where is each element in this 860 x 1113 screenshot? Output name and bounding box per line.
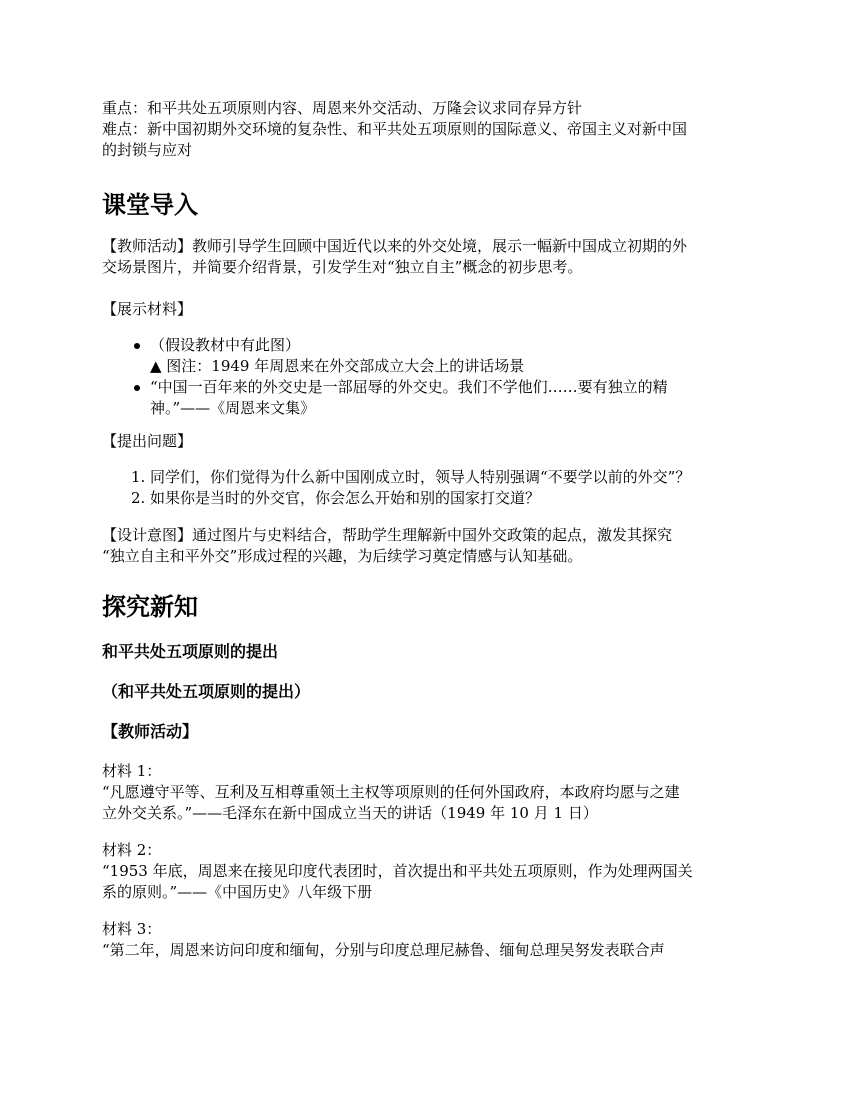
question-text: 如果你是当时的外交官，你会怎么开始和别的国家打交道？ — [150, 489, 541, 507]
material-label: 材料 2： — [102, 841, 162, 859]
design-intent-line1: 【设计意图】通过图片与史料结合，帮助学生理解新中国外交政策的起点，激发其探究 — [102, 526, 673, 544]
question-number: 1. — [131, 468, 146, 486]
material-text-line1: “凡愿遵守平等、互利及互相尊重领土主权等项原则的任何外国政府，本政府均愿与之建 — [102, 783, 680, 801]
intro-teacher-activity-line2: 交场景图片，并简要介绍背景，引发学生对“独立自主”概念的初步思考。 — [102, 258, 583, 276]
explore-subheading-2: （和平共处五项原则的提出） — [102, 682, 311, 701]
explore-subheading: 和平共处五项原则的提出 — [102, 642, 279, 661]
list-item — [102, 467, 762, 488]
intro-teacher-activity-line1: 【教师活动】教师引导学生回顾中国近代以来的外交处境，展示一幅新中国成立初期的外 — [102, 237, 688, 255]
questions-label: 【提出问题】 — [102, 432, 193, 450]
design-intent-line2: “独立自主和平外交”形成过程的兴趣，为后续学习奠定情感与认知基础。 — [102, 547, 583, 565]
explore-heading: 探究新知 — [102, 593, 198, 621]
show-materials-label: 【展示材料】 — [102, 300, 193, 318]
list-item — [126, 377, 762, 419]
bullet-icon — [134, 343, 140, 349]
difficulties-text-line2: 的封锁与应对 — [102, 141, 193, 159]
material-2 — [102, 840, 762, 903]
question-number: 2. — [131, 489, 146, 507]
bullet-icon — [134, 385, 140, 391]
material-3 — [102, 919, 762, 961]
material-label: 材料 3： — [102, 920, 162, 938]
questions-list — [102, 467, 762, 509]
material-item1-line1: （假设教材中有此图） — [150, 336, 301, 354]
design-intent — [102, 525, 762, 567]
question-text: 同学们，你们觉得为什么新中国刚成立时，领导人特别强调“不要学以前的外交”？ — [150, 468, 691, 486]
material-1 — [102, 761, 762, 824]
material-item2-line1: “中国一百年来的外交史是一部屈辱的外交史。我们不学他们……要有独立的精 — [150, 378, 668, 396]
difficulties-text-line1: 难点：新中国初期外交环境的复杂性、和平共处五项原则的国际意义、帝国主义对新中国 — [102, 120, 688, 138]
material-item2-line2: 神。”——《周恩来文集》 — [150, 399, 316, 417]
material-text-line1: “1953 年底，周恩来在接见印度代表团时，首次提出和平共处五项原则，作为处理两国关 — [102, 862, 693, 880]
intro-heading: 课堂导入 — [102, 191, 198, 219]
materials-list — [126, 335, 762, 419]
figure-caption: ▲ 图注：1949 年周恩来在外交部成立大会上的讲话场景 — [150, 357, 525, 375]
explore-teacher-activity-label: 【教师活动】 — [102, 722, 199, 741]
list-item — [102, 488, 762, 509]
material-text-line1: “第二年，周恩来访问印度和缅甸，分别与印度总理尼赫鲁、缅甸总理吴努发表联合声 — [102, 941, 665, 959]
material-text-line2: 立外交关系。”——毛泽东在新中国成立当天的讲话（1949 年 10 月 1 日） — [102, 804, 598, 822]
document-page — [102, 98, 762, 961]
material-text-line2: 系的原则。”——《中国历史》八年级下册 — [102, 883, 373, 901]
material-label: 材料 1： — [102, 762, 162, 780]
key-points-text: 重点：和平共处五项原则内容、周恩来外交活动、万隆会议求同存异方针 — [102, 99, 583, 117]
focus-section — [102, 98, 762, 161]
list-item — [126, 335, 762, 377]
intro-teacher-activity — [102, 236, 762, 278]
